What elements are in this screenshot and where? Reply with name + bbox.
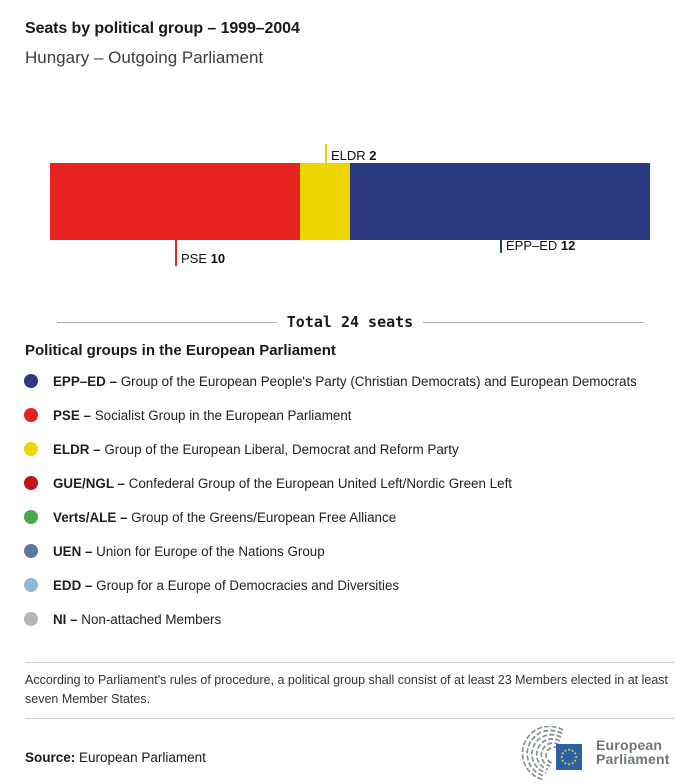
callout-value: 12 xyxy=(560,238,576,253)
legend-label: GUE/NGL – Confederal Group of the European United Left/Nordic Green Left xyxy=(53,475,513,491)
legend-row-uen xyxy=(24,534,679,568)
callout-value: 10 xyxy=(210,251,226,266)
callout-tick-epp–ed xyxy=(500,240,502,253)
page-title: Seats by political group – 1999–2004 xyxy=(25,20,300,37)
logo-wordmark xyxy=(596,739,670,766)
legend-label: PSE – Socialist Group in the European Parliament xyxy=(53,407,352,423)
logo-word-1: European xyxy=(596,737,663,753)
source-label: Source: xyxy=(25,750,76,765)
callout-label-epp–ed xyxy=(506,238,575,253)
legend-row-edd xyxy=(24,568,679,602)
callout-name: EPP–ED xyxy=(506,238,561,253)
legend-row-gue-ngl xyxy=(24,466,679,500)
callout-label-eldr xyxy=(331,148,377,163)
legend-dot xyxy=(24,578,38,592)
callout-name: ELDR xyxy=(331,148,370,163)
bar-segment-pse xyxy=(50,163,300,240)
divider-line-right xyxy=(423,322,643,323)
footnote-text: According to Parliament's rules of procedure, a political group shall consist of at least 23 Members elected in at least seven Member States. xyxy=(25,673,668,706)
footnote-rule-top xyxy=(25,662,675,663)
total-seats-divider xyxy=(57,313,643,331)
divider-line-left xyxy=(57,322,277,323)
legend-dot xyxy=(24,374,38,388)
legend-row-epp-ed xyxy=(24,364,679,398)
european-parliament-logo xyxy=(518,726,678,782)
callout-tick-pse xyxy=(175,240,177,266)
source-value: European Parliament xyxy=(79,750,206,765)
legend-label: Verts/ALE – Group of the Greens/European Free Alliance xyxy=(53,509,397,525)
legend-label: EPP–ED – Group of the European People's Party (Christian Democrats) and European Democrats xyxy=(53,373,637,389)
bar-segment-epp–ed xyxy=(350,163,650,240)
source-line xyxy=(25,750,206,765)
eu-flag-square xyxy=(556,744,582,770)
legend-dot xyxy=(24,544,38,558)
legend-row-verts-ale xyxy=(24,500,679,534)
legend-row-ni xyxy=(24,602,679,636)
legend-dot xyxy=(24,612,38,626)
legend-list xyxy=(24,364,679,636)
legend-dot xyxy=(24,408,38,422)
legend-heading: Political groups in the European Parliament xyxy=(25,342,336,359)
callout-name: PSE xyxy=(181,251,211,266)
stacked-bar xyxy=(50,163,650,240)
legend-dot xyxy=(24,476,38,490)
seats-chart xyxy=(50,144,650,266)
legend-label: NI – Non-attached Members xyxy=(53,611,222,627)
bar-segment-eldr xyxy=(300,163,350,240)
callout-label-pse xyxy=(181,251,225,266)
legend-label: UEN – Union for Europe of the Nations Group xyxy=(53,543,325,559)
footnote-rule-bottom xyxy=(25,718,675,719)
hemicycle-logo-icon xyxy=(518,726,584,780)
legend-label: ELDR – Group of the European Liberal, Democrat and Reform Party xyxy=(53,441,459,457)
legend-row-pse xyxy=(24,398,679,432)
page-subtitle: Hungary – Outgoing Parliament xyxy=(25,48,264,67)
legend-dot xyxy=(24,510,38,524)
total-seats-label: Total 24 seats xyxy=(286,313,414,331)
legend-row-eldr xyxy=(24,432,679,466)
callout-tick-eldr xyxy=(325,144,327,163)
callout-value: 2 xyxy=(369,148,377,163)
legend-dot xyxy=(24,442,38,456)
legend-label: EDD – Group for a Europe of Democracies and Diversities xyxy=(53,577,400,593)
logo-word-2: Parliament xyxy=(596,750,670,767)
